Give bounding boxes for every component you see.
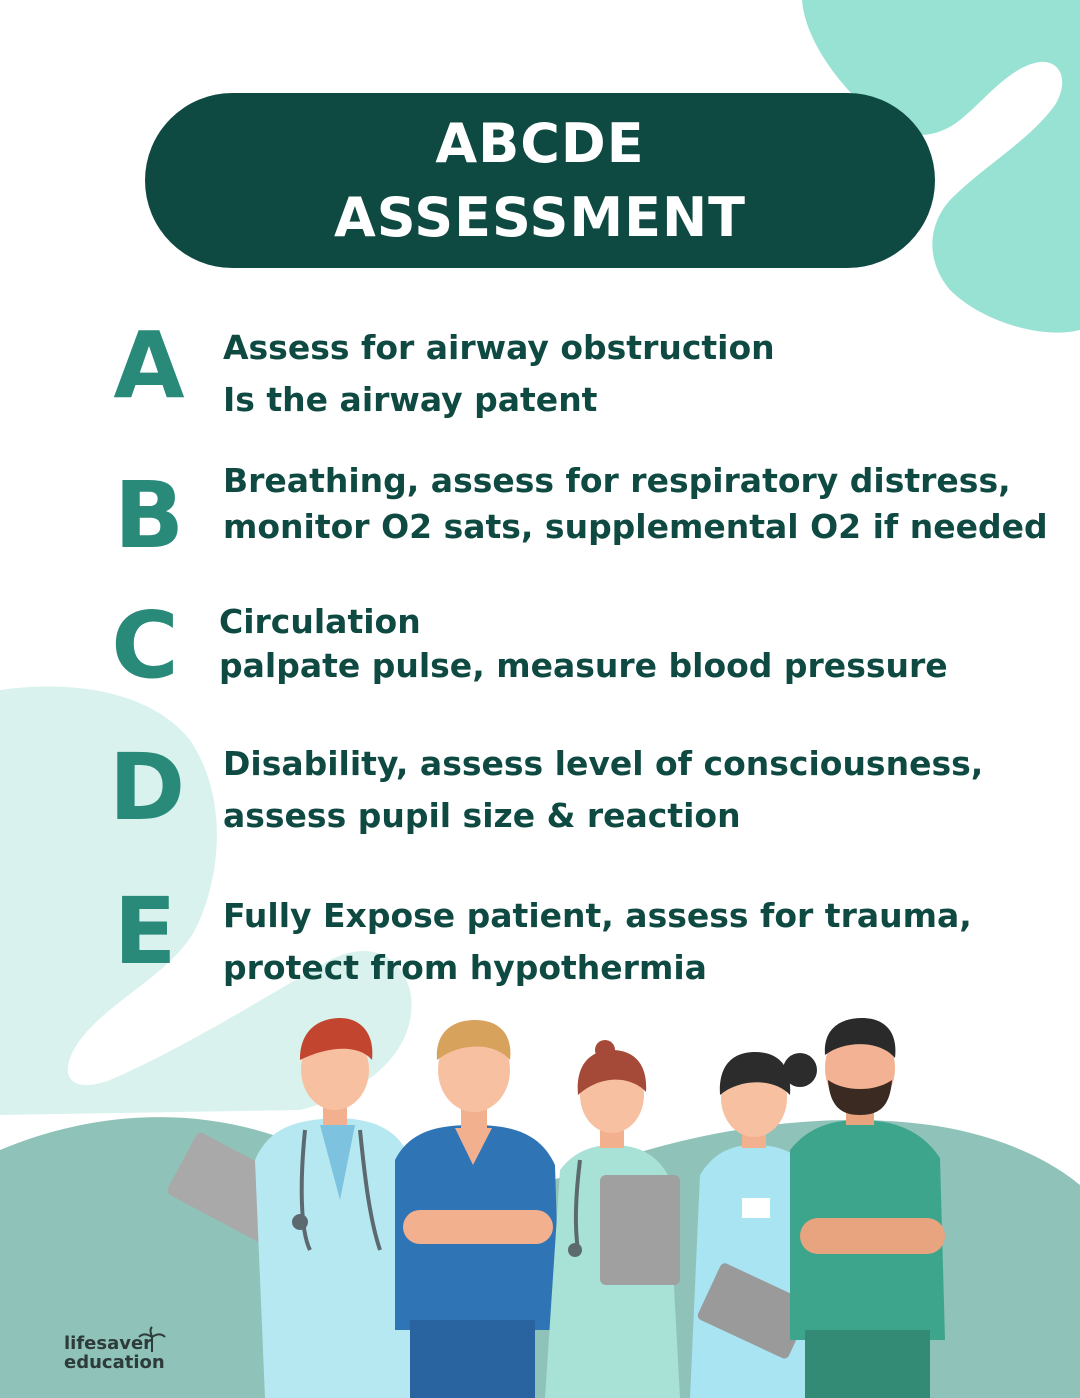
title-line-1: ABCDE <box>435 111 645 175</box>
item-line-1: Assess for airway obstruction <box>223 328 775 367</box>
logo-line-1: lifesaver <box>64 1333 153 1354</box>
title-banner <box>145 93 935 268</box>
item-description <box>219 600 948 688</box>
item-description <box>223 322 775 426</box>
title-line-2: ASSESSMENT <box>333 185 747 249</box>
item-line-2: Is the airway patent <box>223 380 598 419</box>
lifesaver-education-logo <box>64 1334 165 1372</box>
item-letter: B <box>113 462 185 569</box>
item-description <box>223 890 972 994</box>
logo-line-2: education <box>64 1352 165 1373</box>
item-letter: E <box>113 878 177 985</box>
item-description <box>223 738 983 842</box>
item-line-1: Circulation <box>219 602 421 641</box>
item-line-2: assess pupil size & reaction <box>223 796 741 835</box>
item-line-1: Fully Expose patient, assess for trauma, <box>223 896 972 935</box>
item-line-2: protect from hypothermia <box>223 948 707 987</box>
item-line-1: Breathing, assess for respiratory distress, <box>223 461 1011 500</box>
item-line-2: palpate pulse, measure blood pressure <box>219 646 948 685</box>
item-letter: A <box>113 312 185 419</box>
item-line-2: monitor O2 sats, supplemental O2 if needed <box>223 507 1048 546</box>
item-line-1: Disability, assess level of consciousness, <box>223 744 984 783</box>
item-letter: C <box>111 592 179 699</box>
item-letter: D <box>108 734 186 841</box>
item-description <box>223 458 1048 550</box>
